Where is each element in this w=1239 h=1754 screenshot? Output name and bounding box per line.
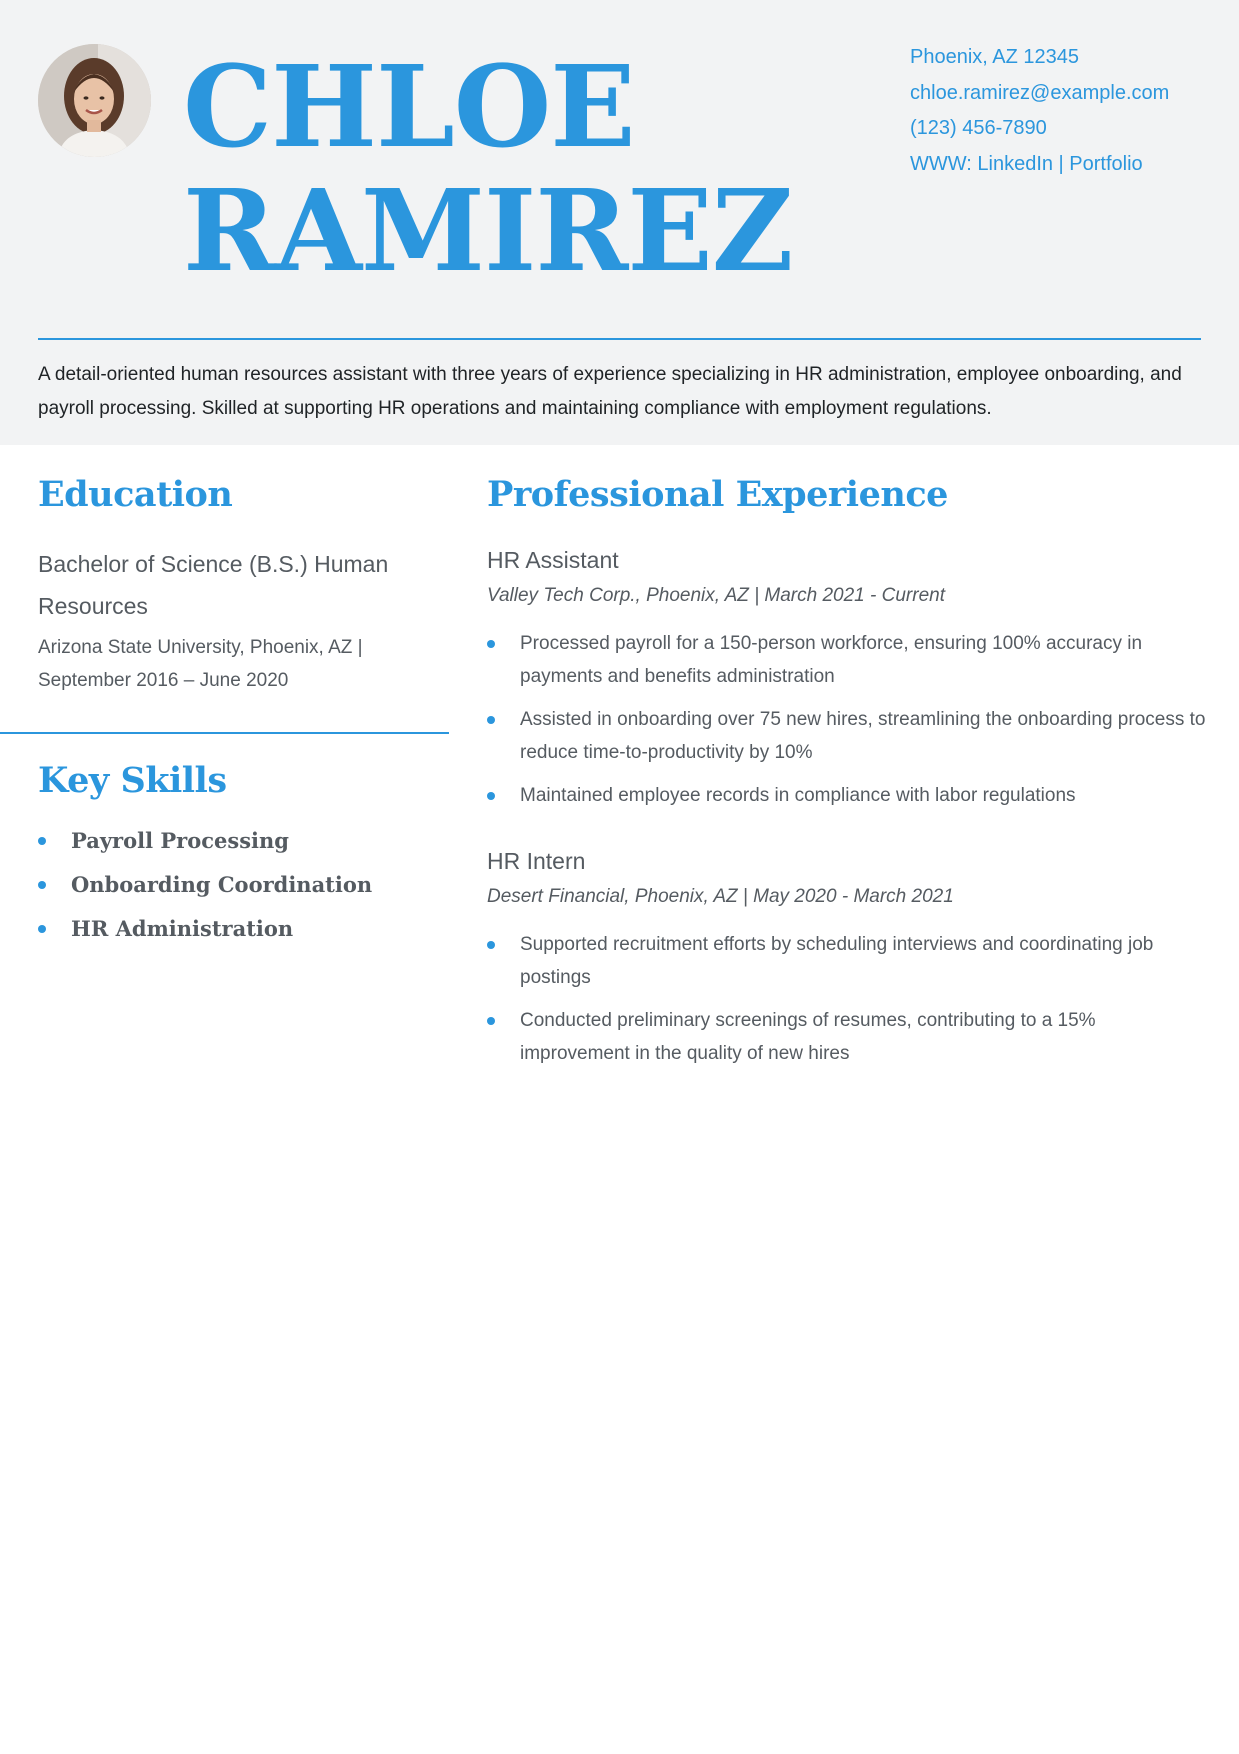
professional-summary: A detail-oriented human resources assistant with three years of experience specializing in HR administration, employee onboarding, and payroll processing. Skilled at supporting HR operations and maintaining compliance with employment regulations. [38, 364, 1182, 419]
job-employer-dates: Valley Tech Corp., Phoenix, AZ | March 2021 - Current [487, 585, 945, 606]
education-degree: Bachelor of Science (B.S.) Human Resources [38, 551, 389, 619]
experience-section [487, 474, 1207, 1080]
job-bullets [487, 928, 1207, 1070]
job-bullets [487, 627, 1207, 812]
left-column-divider [0, 732, 449, 734]
bullet-text: Maintained employee records in compliance with labor regulations [520, 785, 1076, 806]
job-bullet [487, 627, 1207, 693]
bullet-text: Conducted preliminary screenings of resumes, contributing to a 15% improvement in the quality of new hires [520, 1010, 1096, 1064]
header-divider [38, 338, 1201, 340]
contact-location: Phoenix, AZ 12345 [910, 46, 1080, 68]
bullet-icon [487, 716, 495, 724]
skill-item [38, 863, 448, 907]
contact-info [910, 40, 1220, 182]
bullet-icon [487, 941, 495, 949]
job-title: HR Intern [487, 848, 586, 874]
education-school: Arizona State University, Phoenix, AZ | September 2016 – June 2020 [38, 637, 363, 691]
job-title: HR Assistant [487, 547, 619, 573]
bullet-icon [38, 837, 46, 845]
experience-heading: Professional Experience [487, 474, 948, 515]
skills-heading: Key Skills [38, 760, 227, 801]
name-first: CHLOE [183, 42, 635, 173]
education-section [38, 474, 448, 697]
resume-header [0, 0, 1239, 445]
bullet-icon [38, 881, 46, 889]
bullet-icon [487, 1017, 495, 1025]
skill-label: Onboarding Coordination [71, 872, 373, 897]
avatar-portrait-icon [38, 44, 151, 157]
contact-phone[interactable]: (123) 456-7890 [910, 117, 1047, 139]
skills-list [38, 819, 448, 951]
job-bullet [487, 928, 1207, 994]
skill-label: HR Administration [71, 916, 294, 941]
bullet-text: Processed payroll for a 150-person workforce, ensuring 100% accuracy in payments and benefits administration [520, 633, 1143, 687]
profile-photo [38, 44, 151, 157]
skill-item [38, 907, 448, 951]
name-last: RAMIREZ [183, 166, 793, 297]
job-employer-dates: Desert Financial, Phoenix, AZ | May 2020 - March 2021 [487, 886, 954, 907]
job-bullet [487, 779, 1207, 812]
job-bullet [487, 703, 1207, 769]
skill-item [38, 819, 448, 863]
bullet-icon [487, 792, 495, 800]
education-heading: Education [38, 474, 233, 515]
bullet-text: Assisted in onboarding over 75 new hires, streamlining the onboarding process to reduce time-to-productivity by 10% [520, 709, 1206, 763]
skill-label: Payroll Processing [71, 828, 289, 853]
job-bullet [487, 1004, 1207, 1070]
job-entry [487, 541, 1207, 812]
candidate-name [183, 42, 793, 297]
contact-web-links[interactable]: WWW: LinkedIn | Portfolio [910, 152, 1143, 175]
contact-email[interactable]: chloe.ramirez@example.com [910, 81, 1170, 104]
bullet-icon [487, 640, 495, 648]
skills-section [38, 760, 448, 951]
bullet-text: Supported recruitment efforts by scheduling interviews and coordinating job postings [520, 934, 1154, 988]
job-entry [487, 842, 1207, 1070]
bullet-icon [38, 925, 46, 933]
